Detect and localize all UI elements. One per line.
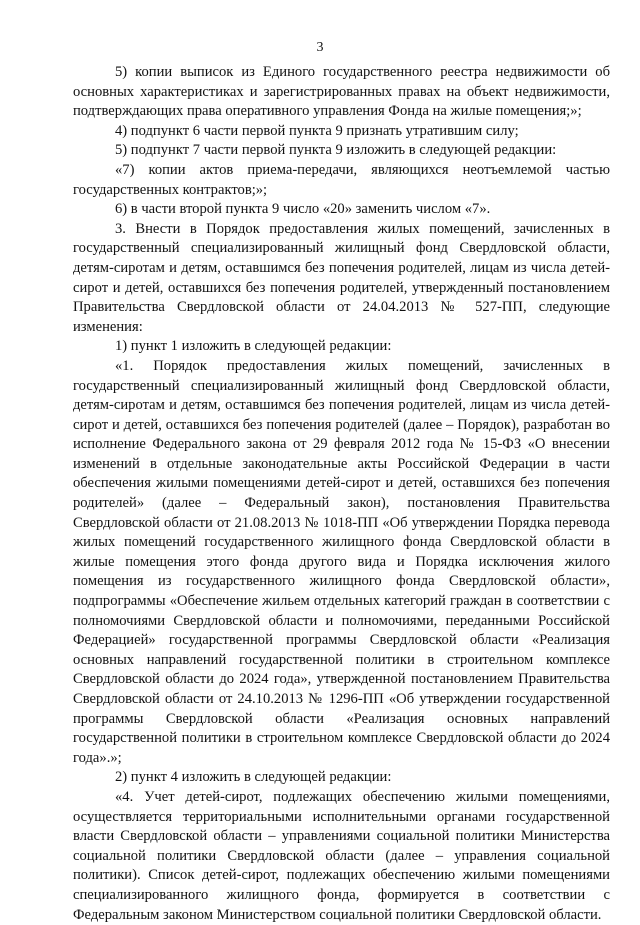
document-body <box>73 63 610 925</box>
paragraph-section-3: 3. Внести в Порядок предоставления жилых помещений, зачисленных в государственный специализированный жилищный фонд Свердловской области, детям-сиротам и детям, оставшимся без попечения родителей, лицам из числа детей-сирот и детей, оставшихся без попечения родителей, утвержденный постановлением Правительства Свердловской области от 24.04.2013 № 527-ПП, следующие изменения: <box>73 220 610 335</box>
paragraph-point-4-wording: 2) пункт 4 изложить в следующей редакции: <box>115 769 392 786</box>
paragraph-quote-point-4: «4. Учет детей-сирот, подлежащих обеспечению жилыми помещениями, осуществляется территориальными исполнительными органами государственной власти Свердловской области – управлениями социальной политики Министерства социальной политики Свердловской области (далее – управления социальной политики). Список детей-сирот, подлежащих обеспечению жилыми помещениями специализированного жилищного фонда, формируется в соответствии с Федеральным законом Министерством социальной политики Свердловской области. <box>73 788 610 923</box>
paragraph-item-6-number-change: 6) в части второй пункта 9 число «20» заменить числом «7». <box>115 201 491 218</box>
paragraph-item-5-extracts: 5) копии выписок из Единого государственного реестра недвижимости об основных характеристиках и зарегистрированных правах на объект недвижимости, подтверждающих права оперативного управления Фонда на жилые помещения;»; <box>73 64 610 120</box>
paragraph-subitem-7-new-wording: 5) подпункт 7 части первой пункта 9 изложить в следующей редакции: <box>115 142 557 159</box>
paragraph-point-1-wording: 1) пункт 1 изложить в следующей редакции: <box>115 338 392 355</box>
paragraph-quote-point-1: «1. Порядок предоставления жилых помещений, зачисленных в государственный специализированный жилищный фонд Свердловской области, детям-сиротам и детям, оставшимся без попечения родителей, лицам из числа детей-сирот и детей, оставшихся без попечения родителей (далее – Порядок), разработан во исполнение Федерального закона от 29 февраля 2012 года № 15-ФЗ «О внесении изменений в отдельные законодательные акты Российской Федерации в части обеспечения жилыми помещениями детей-сирот и детей, оставшихся без попечения родителей» (далее – Федеральный закон), постановления Правительства Свердловской области от 21.08.2013 № 1018-ПП «Об утверждении Порядка перевода жилых помещений государственного жилищного фонда Свердловской области в жилые помещения этого фонда другого вида и Порядка исключения жилого помещения из государственного жилищного фонда Свердловской области», подпрограммы «Обеспечение жильем отдельных категорий граждан в соответствии с полномочиями Свердловской области и полномочиями, переданными Российской Федерацией» государственной программы Свердловской области «Реализация основных направлений государственной политики в строительном комплексе Свердловской области до 2024 года», утвержденной постановлением Правительства Свердловской области от 24.10.2013 № 1296-ПП «Об утверждении государственной программы Свердловской области «Реализация основных направлений государственной политики в строительном комплексе Свердловской области до 2024 года».»; <box>73 357 610 766</box>
paragraph-subitem-6-repeal: 4) подпункт 6 части первой пункта 9 признать утратившим силу; <box>115 122 519 139</box>
page-number: 3 <box>316 40 324 55</box>
paragraph-quote-item-7: «7) копии актов приема-передачи, являющихся неотъемлемой частью государственных контрактов;»; <box>73 161 610 198</box>
